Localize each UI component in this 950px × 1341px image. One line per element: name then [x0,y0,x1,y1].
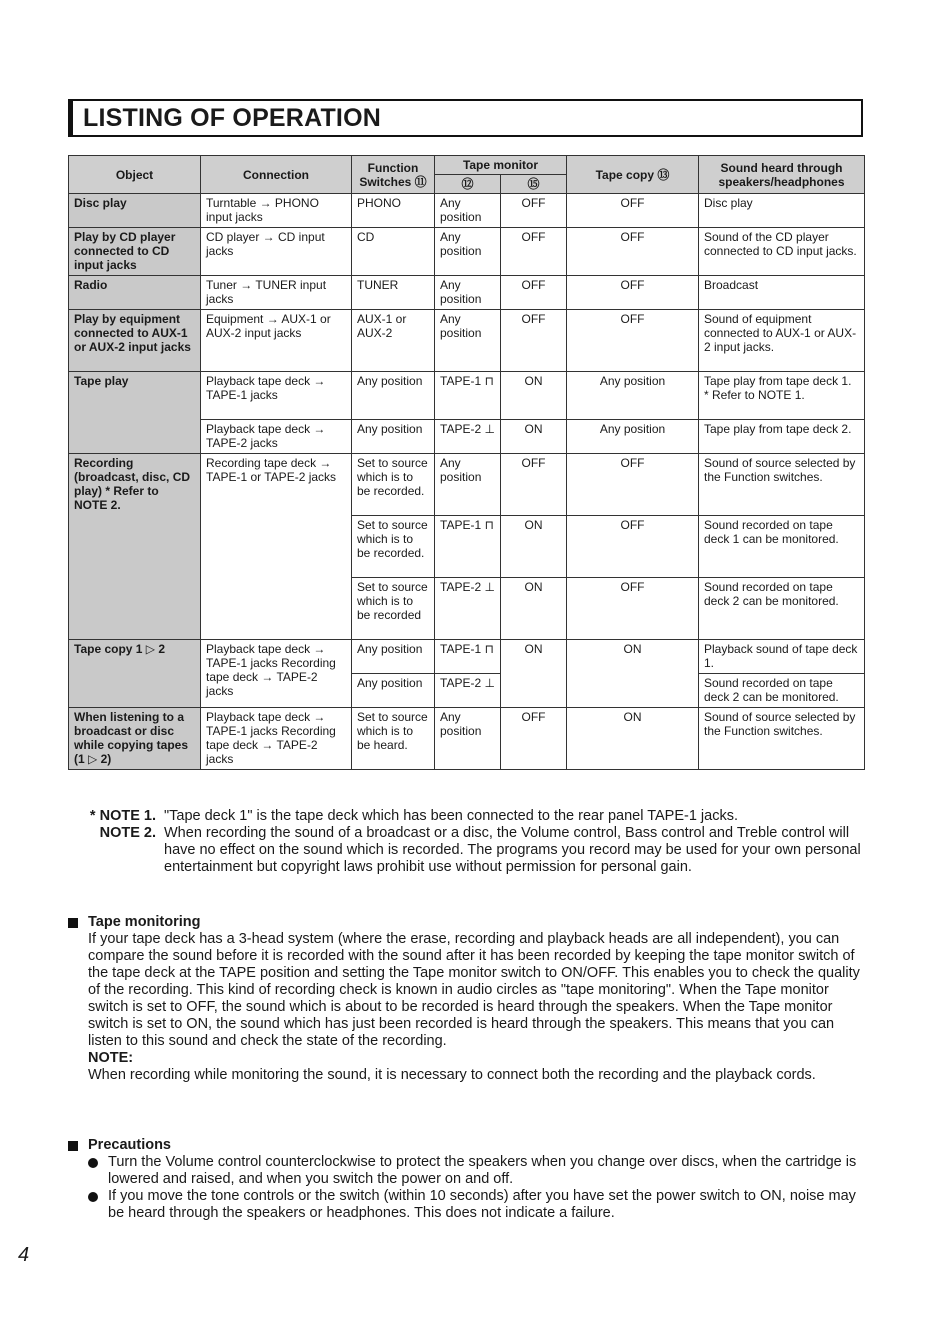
table-row [69,372,865,420]
sound-cell: Sound of the CD player connected to CD input jacks. [699,228,865,276]
tape-monitoring-heading-row [68,914,868,931]
header-function: Function Switches ⑪ [352,156,435,194]
tm2-cell: OFF [501,708,567,770]
tape-monitoring-heading: Tape monitoring [88,914,201,930]
tm2-cell: ON [501,372,567,420]
tm2-cell: OFF [501,454,567,516]
object-cell: Tape play [69,372,201,454]
note-2 [68,825,868,876]
tape-monitoring-note-text: When recording while monitoring the sound, it is necessary to connect both the recording and the playback cords. [88,1067,816,1083]
tm2-cell: ON [501,640,567,708]
header-sound-heard: Sound heard through speakers/headphones [699,156,865,194]
table-row [69,276,865,310]
sound-cell: Disc play [699,194,865,228]
precaution-text: If you move the tone controls or the switch (within 10 seconds) after you have set the power switch to ON, noise may be heard through the speakers or headphones. This does not indicate a failure. [108,1188,856,1221]
copy-cell: OFF [567,516,699,578]
copy-cell: OFF [567,310,699,372]
page-number: 4 [18,1244,30,1266]
page-title: LISTING OF OPERATION [83,104,381,132]
function-cell: AUX-1 or AUX-2 [352,310,435,372]
note-1 [68,808,868,825]
connection-cell: Turntable → PHONO input jacks [201,194,352,228]
function-cell: Set to source which is to be recorded. [352,454,435,516]
sound-cell: Tape play from tape deck 1. * Refer to NOTE 1. [699,372,865,420]
note-1-text: "Tape deck 1" is the tape deck which has been connected to the rear panel TAPE-1 jacks. [164,808,738,824]
note-2-label: NOTE 2. [99,825,156,841]
table-row [69,310,865,372]
note-2-text: When recording the sound of a broadcast or a disc, the Volume control, Bass control and Treble control will have no effect on the sound which is recorded. The programs you record may be used for your own personal entertainment but copyright laws prohibit use without permission for personal gain. [164,825,861,875]
object-cell: Tape copy 1 ▷ 2 [69,640,201,708]
tm1-cell: Any position [435,194,501,228]
object-cell: When listening to a broadcast or disc while copying tapes (1 ▷ 2) [69,708,201,770]
copy-cell: Any position [567,372,699,420]
precaution-text: Turn the Volume control counterclockwise to protect the speakers when you change over discs, when the cartridge is lowered and raised, and when you switch the power on and off. [108,1154,857,1187]
tm2-cell: ON [501,516,567,578]
copy-cell: OFF [567,454,699,516]
tape-monitoring-section [68,914,868,1084]
object-cell: Play by CD player connected to CD input jacks [69,228,201,276]
tm1-cell: Any position [435,310,501,372]
function-cell: Any position [352,420,435,454]
tm1-cell: TAPE-1 ⊓ [435,516,501,578]
copy-cell: ON [567,640,699,708]
copy-cell: OFF [567,194,699,228]
connection-cell: Playback tape deck → TAPE-1 jacks Recording tape deck → TAPE-2 jacks [201,708,352,770]
header-connection: Connection [201,156,352,194]
tm2-cell: OFF [501,276,567,310]
function-cell: Any position [352,640,435,674]
function-cell: Any position [352,372,435,420]
tape-monitoring-note-label: NOTE: [88,1050,134,1066]
sound-cell: Playback sound of tape deck 1. [699,640,865,674]
copy-cell: ON [567,708,699,770]
tm2-cell: OFF [501,228,567,276]
note-1-label: * NOTE 1. [89,808,156,824]
function-cell: Any position [352,674,435,708]
header-tape-copy: Tape copy ⑬ [567,156,699,194]
table-row [69,194,865,228]
tm1-cell: TAPE-2 ⊥ [435,674,501,708]
header-tm-15: ⑮ [501,175,567,194]
copy-cell: OFF [567,276,699,310]
function-cell: PHONO [352,194,435,228]
copy-cell: OFF [567,578,699,640]
bullet-dot-icon [88,1192,98,1202]
function-cell: TUNER [352,276,435,310]
function-cell: CD [352,228,435,276]
connection-cell: Playback tape deck → TAPE-2 jacks [201,420,352,454]
table-row [69,228,865,276]
connection-cell: CD player → CD input jacks [201,228,352,276]
object-cell: Recording (broadcast, disc, CD play) * Refer to NOTE 2. [69,454,201,640]
precaution-item [68,1188,868,1222]
tm1-cell: Any position [435,228,501,276]
operation-table [68,155,865,770]
copy-cell: OFF [567,228,699,276]
tm1-cell: Any position [435,276,501,310]
sound-cell: Sound recorded on tape deck 2 can be monitored. [699,578,865,640]
connection-cell: Playback tape deck → TAPE-1 jacks Recording tape deck → TAPE-2 jacks [201,640,352,708]
header-object: Object [69,156,201,194]
notes-block [68,808,868,876]
sound-cell: Sound of equipment connected to AUX-1 or AUX-2 input jacks. [699,310,865,372]
tm1-cell: TAPE-1 ⊓ [435,640,501,674]
object-cell: Disc play [69,194,201,228]
square-bullet-icon [68,918,78,928]
sound-cell: Sound recorded on tape deck 2 can be monitored. [699,674,865,708]
tm1-cell: Any position [435,454,501,516]
table-row [69,708,865,770]
connection-cell: Recording tape deck → TAPE-1 or TAPE-2 jacks [201,454,352,640]
connection-cell: Tuner → TUNER input jacks [201,276,352,310]
connection-cell: Playback tape deck → TAPE-1 jacks [201,372,352,420]
sound-cell: Sound recorded on tape deck 1 can be monitored. [699,516,865,578]
tape-monitoring-body: If your tape deck has a 3-head system (where the erase, recording and playback heads are all independent), you can compare the sound before it is recorded with the sound after it has been recorded by keeping the tape monitor switch of the tape deck at the TAPE position and setting the Tape monitor switch to ON/OFF. This enables you to check the quality of the recording. This kind of recording check is known in audio circles as "tape monitoring". When the Tape monitor switch is set to OFF, the sound which is about to be recorded is heard through the speakers. When the Tape monitor switch is set to ON, the sound which has just been recorded is heard through the speakers. This means that you can listen to this sound and check the state of the recording. [88,931,860,1049]
copy-cell: Any position [567,420,699,454]
function-cell: Set to source which is to be heard. [352,708,435,770]
function-cell: Set to source which is to be recorded [352,578,435,640]
object-cell: Play by equipment connected to AUX-1 or AUX-2 input jacks [69,310,201,372]
object-cell: Radio [69,276,201,310]
tm1-cell: TAPE-1 ⊓ [435,372,501,420]
square-bullet-icon [68,1141,78,1151]
function-cell: Set to source which is to be recorded. [352,516,435,578]
tm1-cell: TAPE-2 ⊥ [435,420,501,454]
header-tm-12: ⑫ [435,175,501,194]
header-tape-monitor: Tape monitor [435,156,567,175]
precautions-section [68,1137,868,1222]
tm2-cell: ON [501,578,567,640]
bullet-dot-icon [88,1158,98,1168]
title-box [68,99,863,137]
tm2-cell: OFF [501,194,567,228]
sound-cell: Sound of source selected by the Function switches. [699,708,865,770]
sound-cell: Sound of source selected by the Function switches. [699,454,865,516]
table-row [69,454,865,516]
sound-cell: Broadcast [699,276,865,310]
table-row [69,640,865,674]
tm2-cell: ON [501,420,567,454]
tm1-cell: TAPE-2 ⊥ [435,578,501,640]
precautions-heading-row [68,1137,868,1154]
precautions-heading: Precautions [88,1137,171,1153]
precaution-item [68,1154,868,1188]
connection-cell: Equipment → AUX-1 or AUX-2 input jacks [201,310,352,372]
tm2-cell: OFF [501,310,567,372]
sound-cell: Tape play from tape deck 2. [699,420,865,454]
tm1-cell: Any position [435,708,501,770]
